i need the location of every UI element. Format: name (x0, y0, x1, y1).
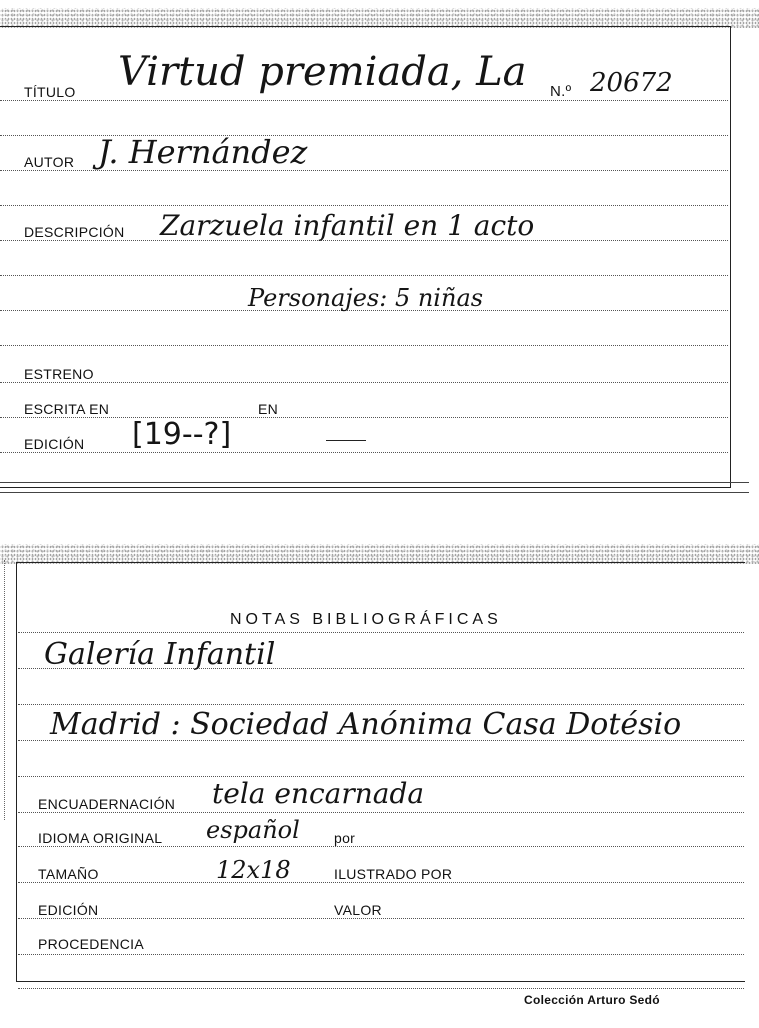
descripcion-value: Zarzuela infantil en 1 acto (160, 209, 535, 242)
edicion-label-2: EDICIÓN (38, 902, 99, 918)
numero-label: N.º (550, 83, 572, 100)
ruled-line (18, 954, 744, 955)
encuadernacion-label: ENCUADERNACIÓN (38, 796, 176, 812)
autor-value: J. Hernández (98, 133, 308, 171)
escrita-en-label: ESCRITA EN (24, 401, 110, 417)
en-label: EN (258, 401, 279, 417)
ruled-line (0, 417, 728, 418)
procedencia-label: PROCEDENCIA (38, 936, 144, 952)
ruled-line (0, 382, 728, 383)
descripcion-label: DESCRIPCIÓN (24, 224, 125, 240)
encuadernacion-value: tela encarnada (212, 777, 425, 810)
ruled-line (0, 205, 728, 206)
ruled-line (18, 704, 744, 705)
personajes-value: Personajes: 5 niñas (248, 284, 484, 312)
por-label: por (334, 830, 356, 846)
left-edge-dots (4, 560, 5, 820)
dash-mark (326, 440, 366, 441)
titulo-value: Virtud premiada, La (118, 49, 527, 95)
tamano-label: TAMAÑO (38, 866, 99, 882)
numero-value: 20672 (590, 68, 673, 98)
idioma-label: IDIOMA ORIGINAL (38, 830, 163, 846)
titulo-label: TÍTULO (24, 84, 76, 100)
notes-line-2: Madrid : Sociedad Anónima Casa Dotésio (50, 707, 682, 742)
ruled-line (18, 632, 744, 633)
ruled-line (0, 275, 728, 276)
estreno-label: ESTRENO (24, 366, 94, 382)
card-cut-line-2 (0, 492, 749, 493)
card-cut-line-1 (0, 482, 749, 483)
idioma-value: español (206, 816, 300, 844)
ruled-line (18, 846, 744, 847)
ruled-line (0, 452, 728, 453)
ruled-line (0, 100, 728, 101)
edicion-label-1: EDICIÓN (24, 436, 85, 452)
valor-label: VALOR (334, 902, 382, 918)
scan-noise-top (0, 8, 759, 28)
ruled-line (18, 988, 744, 989)
autor-label: AUTOR (24, 154, 75, 170)
notas-heading: NOTAS BIBLIOGRÁFICAS (230, 611, 502, 628)
tamano-value: 12x18 (216, 856, 291, 884)
edicion-value-1: [19--?] (132, 417, 232, 452)
ilustrado-label: ILUSTRADO POR (334, 866, 453, 882)
collection-footer: Colección Arturo Sedó (524, 993, 660, 1007)
notes-line-1: Galería Infantil (44, 637, 276, 672)
ruled-line (18, 882, 744, 883)
ruled-line (18, 918, 744, 919)
ruled-line (0, 345, 728, 346)
ruled-line (18, 812, 744, 813)
scan-noise-bottom (0, 544, 759, 564)
